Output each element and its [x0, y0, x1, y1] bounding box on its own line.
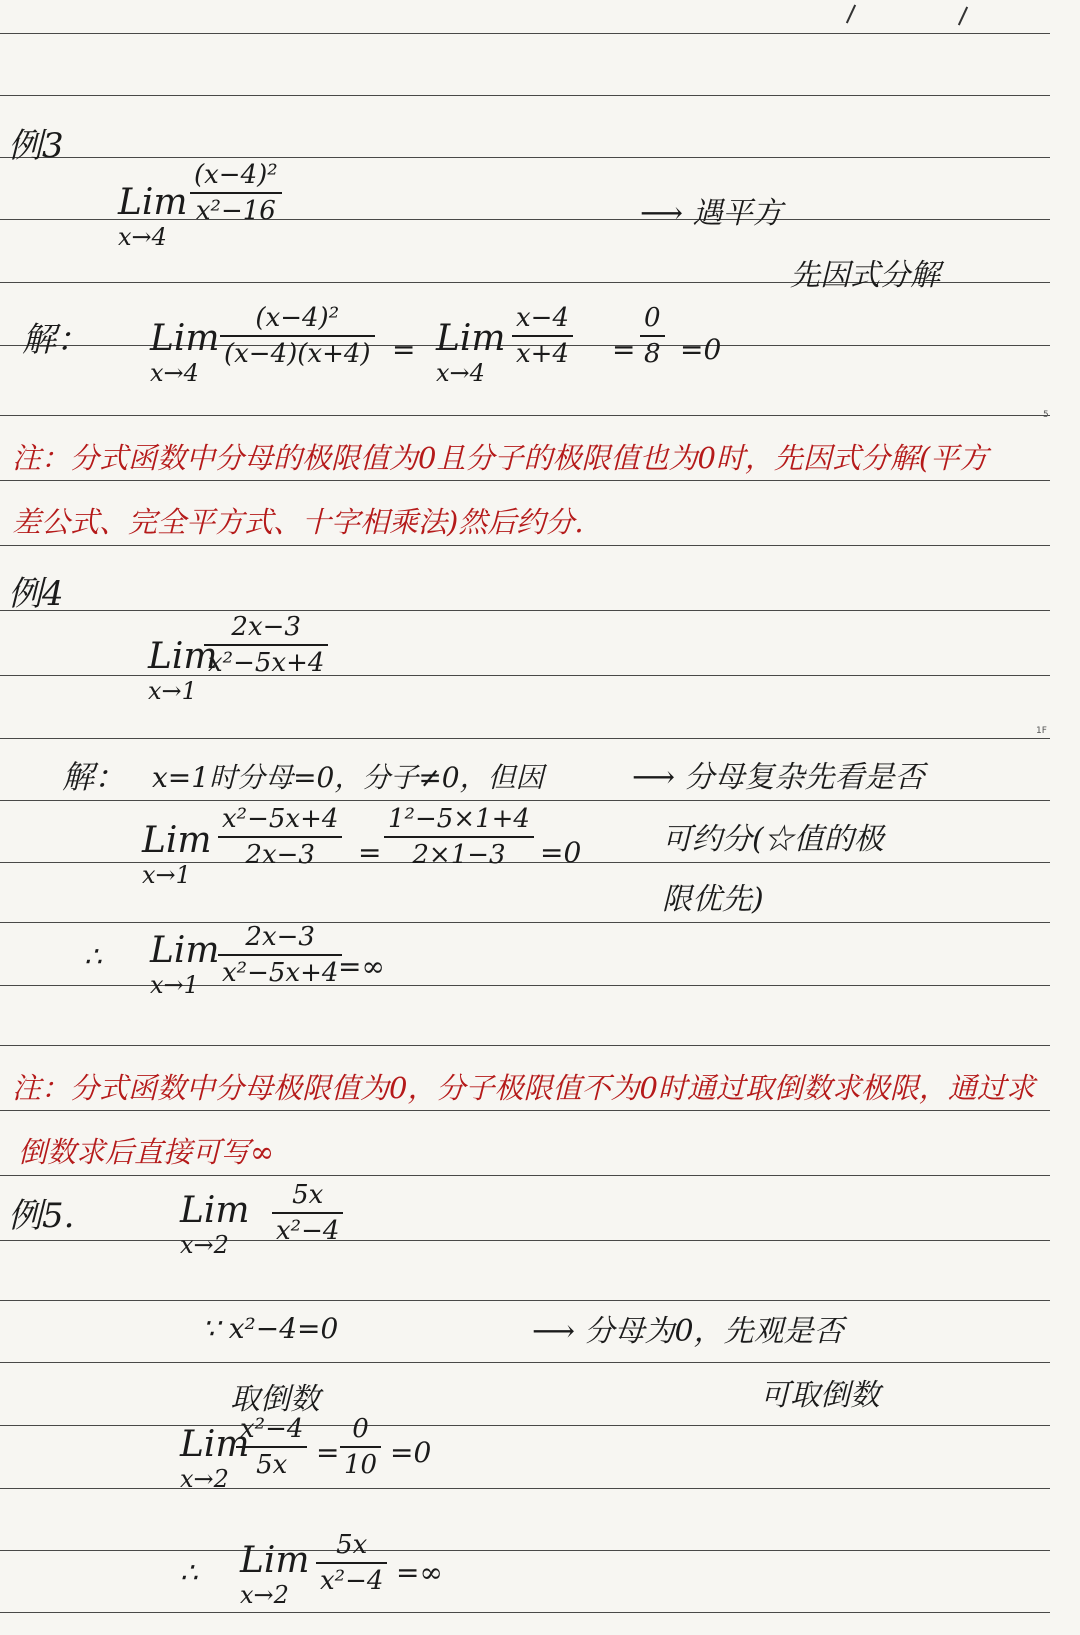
equals-sign: = — [612, 333, 636, 366]
denominator: (x−4)(x+4) — [224, 339, 371, 369]
solution-label: 解： — [62, 758, 127, 796]
solution-text: x=1时分母=0，分子≠0，但因 — [152, 761, 544, 794]
limit-subscript: x→4 — [118, 223, 167, 251]
numerator: x²−5x+4 — [222, 804, 339, 834]
fraction — [218, 804, 342, 870]
lim-symbol: Lim — [180, 1424, 250, 1465]
lim-symbol: Lim — [148, 636, 218, 677]
numerator: x²−4 — [240, 1414, 304, 1444]
lim-symbol: Lim — [150, 318, 220, 359]
hint-text: 限优先) — [662, 882, 764, 917]
limit-expression — [118, 182, 188, 251]
fraction — [384, 804, 534, 870]
hint-text: 可约分(☆值的极 — [662, 822, 884, 857]
limit-expression — [436, 318, 506, 387]
fraction — [640, 303, 665, 369]
lim-symbol: Lim — [118, 182, 188, 223]
example4-label: 例4 — [8, 574, 64, 614]
fraction — [512, 303, 573, 369]
limit-expression — [240, 1540, 310, 1609]
fraction — [340, 1414, 381, 1480]
therefore-symbol: ∴ — [84, 940, 102, 973]
solution-label: 解： — [22, 320, 90, 360]
note-line: 差公式、完全平方式、十字相乘法)然后约分. — [12, 505, 584, 539]
note-line: 注：分式函数中分母的极限值为0且分子的极限值也为0时，先因式分解(平方 — [12, 441, 989, 475]
denominator: 5x — [256, 1450, 288, 1480]
example3-label: 例3 — [8, 126, 64, 166]
hint-arrow-text: ⟶ 遇平方 — [640, 196, 783, 231]
denominator: x²−16 — [195, 196, 276, 226]
fraction-bar — [316, 1562, 387, 1564]
pen-mark — [958, 7, 968, 26]
limit-subscript: x→2 — [180, 1231, 229, 1259]
fraction-bar — [218, 836, 342, 838]
denominator: 10 — [344, 1450, 378, 1480]
result: =0 — [540, 836, 582, 869]
note-line: 倒数求后直接可写∞ — [18, 1135, 275, 1169]
lim-symbol: Lim — [436, 318, 506, 359]
therefore-symbol: ∴ — [180, 1556, 198, 1589]
fraction — [220, 303, 375, 369]
ruled-line — [0, 1362, 1050, 1363]
margin-mark: 5 — [1043, 410, 1049, 420]
ruled-line — [0, 1425, 1050, 1426]
example5-label: 例5. — [8, 1196, 75, 1236]
ruled-line — [0, 800, 1050, 801]
fraction-bar — [204, 644, 328, 646]
fraction — [190, 160, 282, 226]
limit-subscript: x→1 — [148, 677, 197, 705]
ruled-line — [0, 1550, 1050, 1551]
margin-mark: 1F — [1036, 726, 1047, 736]
lim-symbol: Lim — [180, 1190, 250, 1231]
denominator: 8 — [644, 339, 661, 369]
fraction-bar — [236, 1446, 307, 1448]
denominator: x²−4 — [320, 1566, 384, 1596]
ruled-line — [0, 1045, 1050, 1046]
hint-arrow-text: ⟶ 分母为0，先观是否 — [532, 1314, 844, 1349]
limit-subscript: x→1 — [150, 971, 199, 999]
ruled-line — [0, 1240, 1050, 1241]
numerator: (x−4)² — [255, 303, 340, 333]
denominator: x²−4 — [276, 1216, 340, 1246]
limit-subscript: x→1 — [142, 861, 191, 889]
denominator: 2x−3 — [245, 840, 315, 870]
ruled-line — [0, 610, 1050, 611]
fraction-bar — [218, 954, 342, 956]
limit-subscript: x→4 — [150, 359, 199, 387]
fraction-bar — [340, 1446, 381, 1448]
limit-expression — [142, 820, 212, 889]
denominator: x²−5x+4 — [208, 648, 325, 678]
numerator: 5x — [292, 1180, 324, 1210]
ruled-line — [0, 1488, 1050, 1489]
numerator: 1²−5×1+4 — [388, 804, 530, 834]
ruled-line — [0, 922, 1050, 923]
hint-arrow-text: ⟶ 分母复杂先看是否 — [632, 760, 925, 795]
denominator: x+4 — [516, 339, 569, 369]
numerator: 0 — [352, 1414, 369, 1444]
result: =0 — [390, 1436, 432, 1469]
condition-text: ∵ x²−4=0 — [202, 1312, 339, 1345]
ruled-line — [0, 33, 1050, 34]
hint-text: 可取倒数 — [760, 1378, 880, 1413]
numerator: 0 — [644, 303, 661, 333]
numerator: 2x−3 — [245, 922, 315, 952]
ruled-line — [0, 738, 1050, 739]
denominator: 2×1−3 — [412, 840, 506, 870]
fraction — [272, 1180, 343, 1246]
fraction-bar — [640, 335, 665, 337]
lim-symbol: Lim — [142, 820, 212, 861]
numerator: 2x−3 — [231, 612, 301, 642]
limit-expression — [150, 930, 220, 999]
fraction-bar — [272, 1212, 343, 1214]
limit-subscript: x→2 — [240, 1581, 289, 1609]
fraction-bar — [384, 836, 534, 838]
note-line: 注：分式函数中分母极限值为0，分子极限值不为0时通过取倒数求极限，通过求 — [12, 1071, 1035, 1105]
limit-expression — [150, 318, 220, 387]
equals-sign: = — [316, 1436, 340, 1469]
denominator: x²−5x+4 — [222, 958, 339, 988]
pen-mark — [846, 5, 856, 24]
ruled-line — [0, 415, 1050, 416]
lim-symbol: Lim — [240, 1540, 310, 1581]
ruled-line — [0, 157, 1050, 158]
fraction — [236, 1414, 307, 1480]
step-text: 取倒数 — [230, 1382, 320, 1417]
fraction-bar — [190, 192, 282, 194]
fraction — [204, 612, 328, 678]
limit-subscript: x→2 — [180, 1465, 229, 1493]
lim-symbol: Lim — [150, 930, 220, 971]
equals-sign: = — [358, 836, 382, 869]
equals-sign: = — [392, 333, 416, 366]
hint-text: 先因式分解 — [790, 258, 940, 293]
fraction-bar — [220, 335, 375, 337]
numerator: (x−4)² — [194, 160, 278, 190]
fraction — [218, 922, 342, 988]
ruled-line — [0, 95, 1050, 96]
numerator: x−4 — [516, 303, 569, 333]
result: =∞ — [396, 1556, 443, 1589]
numerator: 5x — [336, 1530, 368, 1560]
fraction-bar — [512, 335, 573, 337]
limit-expression — [180, 1190, 250, 1259]
result: =0 — [680, 333, 722, 366]
result: =∞ — [338, 950, 385, 983]
limit-subscript: x→4 — [436, 359, 485, 387]
ruled-line — [0, 1612, 1050, 1613]
ruled-line — [0, 1300, 1050, 1301]
fraction — [316, 1530, 387, 1596]
